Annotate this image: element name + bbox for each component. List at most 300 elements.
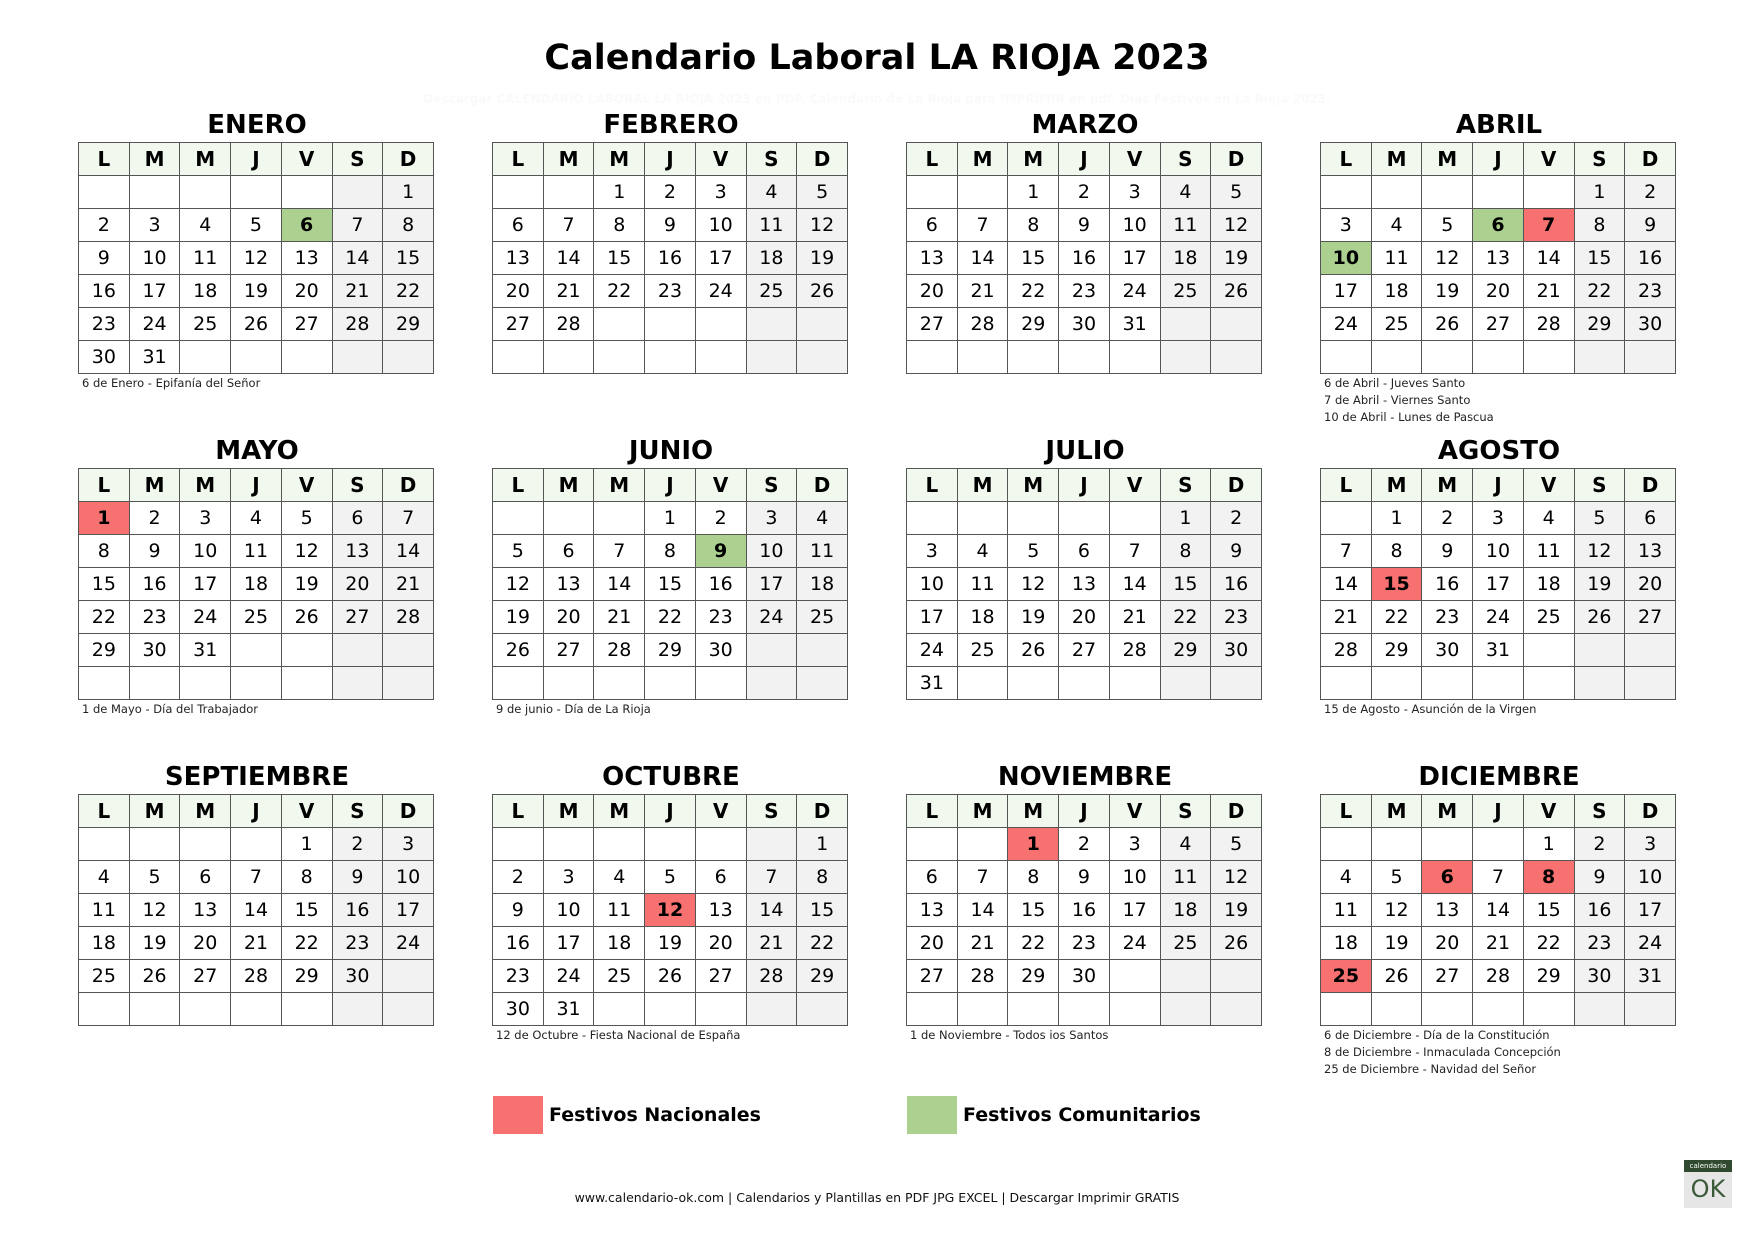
- day-cell: 30: [332, 960, 383, 993]
- week-row: [493, 927, 848, 960]
- weekday-header-row: [493, 795, 848, 828]
- month-junio: [492, 437, 850, 718]
- day-cell: 13: [281, 242, 332, 275]
- calendario-ok-logo[interactable]: [1684, 1160, 1732, 1208]
- day-cell: 16: [129, 568, 180, 601]
- day-cell: 11: [594, 894, 645, 927]
- page-subtitle: Descargar CALENDARIO LABORAL LA RIOJA 2023 en PDF, Calendario de La Rioja para IMPRIMIR en pdf. Días Festivos en La Rioja 2023.: [423, 92, 1331, 106]
- empty-day-cell: [493, 667, 544, 700]
- week-row: [79, 209, 434, 242]
- day-cell: 20: [493, 275, 544, 308]
- day-cell: 7: [1109, 535, 1160, 568]
- holiday-note: 9 de junio - Día de La Rioja: [496, 702, 651, 716]
- day-cell: 23: [1211, 601, 1262, 634]
- day-cell: 4: [180, 209, 231, 242]
- week-row: [493, 993, 848, 1026]
- day-cell: 8: [797, 861, 848, 894]
- weekday-header: L: [907, 143, 958, 176]
- weekday-header-row: [1321, 469, 1676, 502]
- week-row: [79, 828, 434, 861]
- day-cell: 2: [79, 209, 130, 242]
- day-cell: 17: [746, 568, 797, 601]
- month-septiembre: [78, 763, 436, 1027]
- day-cell: 19: [1371, 927, 1422, 960]
- legend-community-label: Festivos Comunitarios: [963, 1104, 1201, 1126]
- day-cell: 4: [79, 861, 130, 894]
- day-cell: 17: [180, 568, 231, 601]
- day-cell: 1: [797, 828, 848, 861]
- day-cell: 16: [1422, 568, 1473, 601]
- empty-day-cell: [1574, 993, 1625, 1026]
- legend-national: [493, 1096, 761, 1134]
- day-cell: 2: [493, 861, 544, 894]
- day-cell: 21: [957, 275, 1008, 308]
- week-row: [907, 828, 1262, 861]
- weekday-header-row: [79, 795, 434, 828]
- national-holiday-cell: 15: [1371, 568, 1422, 601]
- day-cell: 15: [1160, 568, 1211, 601]
- weekday-header: M: [957, 469, 1008, 502]
- weekday-header: M: [594, 143, 645, 176]
- day-cell: 20: [332, 568, 383, 601]
- weekday-header: L: [79, 143, 130, 176]
- day-cell: 14: [231, 894, 282, 927]
- empty-day-cell: [1321, 993, 1372, 1026]
- day-cell: 16: [1059, 242, 1110, 275]
- day-cell: 4: [957, 535, 1008, 568]
- weekday-header: J: [1059, 469, 1110, 502]
- day-cell: 25: [180, 308, 231, 341]
- day-cell: 17: [1109, 894, 1160, 927]
- empty-day-cell: [79, 667, 130, 700]
- week-row: [907, 568, 1262, 601]
- day-cell: 28: [1473, 960, 1524, 993]
- weekday-header: D: [1211, 795, 1262, 828]
- week-row: [493, 502, 848, 535]
- day-cell: 17: [1109, 242, 1160, 275]
- day-cell: 4: [1371, 209, 1422, 242]
- day-cell: 29: [797, 960, 848, 993]
- empty-day-cell: [645, 993, 696, 1026]
- day-cell: 14: [957, 894, 1008, 927]
- weekday-header: V: [1523, 469, 1574, 502]
- day-cell: 11: [180, 242, 231, 275]
- month-noviembre: [906, 763, 1264, 1044]
- day-cell: 22: [281, 927, 332, 960]
- day-cell: 13: [543, 568, 594, 601]
- empty-day-cell: [281, 634, 332, 667]
- day-cell: 3: [1625, 828, 1676, 861]
- week-row: [79, 993, 434, 1026]
- day-cell: 19: [1008, 601, 1059, 634]
- week-row: [493, 242, 848, 275]
- week-row: [907, 176, 1262, 209]
- day-cell: 18: [1371, 275, 1422, 308]
- weekday-header: V: [1109, 795, 1160, 828]
- day-cell: 16: [645, 242, 696, 275]
- week-row: [493, 275, 848, 308]
- day-cell: 18: [594, 927, 645, 960]
- day-cell: 20: [907, 275, 958, 308]
- day-cell: 9: [79, 242, 130, 275]
- day-cell: 3: [1473, 502, 1524, 535]
- empty-day-cell: [493, 502, 544, 535]
- day-cell: 18: [79, 927, 130, 960]
- weekday-header: M: [594, 795, 645, 828]
- day-cell: 13: [1625, 535, 1676, 568]
- day-cell: 19: [645, 927, 696, 960]
- week-row: [79, 568, 434, 601]
- day-cell: 13: [332, 535, 383, 568]
- empty-day-cell: [129, 828, 180, 861]
- day-cell: 28: [383, 601, 434, 634]
- empty-day-cell: [1109, 667, 1160, 700]
- day-cell: 19: [1422, 275, 1473, 308]
- weekday-header: M: [1008, 469, 1059, 502]
- day-cell: 1: [1371, 502, 1422, 535]
- empty-day-cell: [1211, 341, 1262, 374]
- week-row: [493, 568, 848, 601]
- weekday-header: M: [180, 469, 231, 502]
- day-cell: 5: [1211, 828, 1262, 861]
- empty-day-cell: [1473, 828, 1524, 861]
- day-cell: 4: [1160, 176, 1211, 209]
- day-cell: 13: [907, 894, 958, 927]
- holiday-notes: [492, 701, 850, 718]
- empty-day-cell: [332, 634, 383, 667]
- weekday-header: M: [1008, 795, 1059, 828]
- day-cell: 28: [332, 308, 383, 341]
- day-cell: 14: [1523, 242, 1574, 275]
- empty-day-cell: [1160, 308, 1211, 341]
- day-cell: 4: [1321, 861, 1372, 894]
- day-cell: 26: [797, 275, 848, 308]
- holiday-notes: [1320, 375, 1678, 426]
- weekday-header: M: [1371, 143, 1422, 176]
- day-cell: 23: [1625, 275, 1676, 308]
- empty-day-cell: [129, 176, 180, 209]
- empty-day-cell: [645, 308, 696, 341]
- day-cell: 13: [695, 894, 746, 927]
- week-row: [907, 634, 1262, 667]
- empty-day-cell: [1371, 828, 1422, 861]
- empty-day-cell: [957, 993, 1008, 1026]
- national-holiday-cell: 12: [645, 894, 696, 927]
- empty-day-cell: [1574, 634, 1625, 667]
- day-cell: 20: [543, 601, 594, 634]
- day-cell: 15: [645, 568, 696, 601]
- day-cell: 18: [180, 275, 231, 308]
- day-cell: 29: [1160, 634, 1211, 667]
- weekday-header: M: [543, 143, 594, 176]
- day-cell: 7: [1473, 861, 1524, 894]
- day-cell: 19: [493, 601, 544, 634]
- day-cell: 30: [1422, 634, 1473, 667]
- day-cell: 17: [1473, 568, 1524, 601]
- empty-day-cell: [332, 176, 383, 209]
- day-cell: 28: [957, 960, 1008, 993]
- day-cell: 16: [493, 927, 544, 960]
- day-cell: 20: [281, 275, 332, 308]
- day-cell: 23: [129, 601, 180, 634]
- weekday-header-row: [493, 143, 848, 176]
- day-cell: 20: [907, 927, 958, 960]
- week-row: [907, 667, 1262, 700]
- day-cell: 10: [1109, 209, 1160, 242]
- weekday-header: V: [281, 469, 332, 502]
- week-row: [1321, 634, 1676, 667]
- day-cell: 23: [1059, 275, 1110, 308]
- day-cell: 24: [746, 601, 797, 634]
- week-row: [1321, 667, 1676, 700]
- weekday-header: D: [797, 795, 848, 828]
- day-cell: 22: [1160, 601, 1211, 634]
- day-cell: 11: [1371, 242, 1422, 275]
- day-cell: 17: [907, 601, 958, 634]
- week-row: [79, 894, 434, 927]
- day-cell: 11: [957, 568, 1008, 601]
- day-cell: 28: [957, 308, 1008, 341]
- week-row: [907, 535, 1262, 568]
- week-row: [1321, 535, 1676, 568]
- day-cell: 22: [1008, 275, 1059, 308]
- weekday-header: V: [1109, 143, 1160, 176]
- day-cell: 8: [79, 535, 130, 568]
- day-cell: 14: [332, 242, 383, 275]
- weekday-header: L: [79, 469, 130, 502]
- day-cell: 16: [1211, 568, 1262, 601]
- day-cell: 16: [695, 568, 746, 601]
- day-cell: 22: [1574, 275, 1625, 308]
- day-cell: 27: [1059, 634, 1110, 667]
- day-cell: 30: [1059, 960, 1110, 993]
- weekday-header: L: [493, 795, 544, 828]
- day-cell: 9: [1625, 209, 1676, 242]
- day-cell: 23: [1422, 601, 1473, 634]
- week-row: [79, 601, 434, 634]
- week-row: [1321, 927, 1676, 960]
- day-cell: 25: [231, 601, 282, 634]
- day-cell: 20: [695, 927, 746, 960]
- day-cell: 6: [1059, 535, 1110, 568]
- empty-day-cell: [1160, 993, 1211, 1026]
- day-cell: 18: [797, 568, 848, 601]
- empty-day-cell: [746, 308, 797, 341]
- month-name: OCTUBRE: [602, 762, 740, 792]
- day-cell: 10: [543, 894, 594, 927]
- day-cell: 12: [1211, 861, 1262, 894]
- holiday-note: 12 de Octubre - Fiesta Nacional de España: [496, 1028, 741, 1042]
- empty-day-cell: [695, 828, 746, 861]
- weekday-header: V: [1523, 143, 1574, 176]
- footer-text[interactable]: www.calendario-ok.com | Calendarios y Plantillas en PDF JPG EXCEL | Descargar Imprimir GRATIS: [574, 1190, 1180, 1205]
- weekday-header: M: [129, 143, 180, 176]
- day-cell: 18: [231, 568, 282, 601]
- holiday-note: 6 de Abril - Jueves Santo: [1324, 376, 1466, 390]
- day-cell: 31: [180, 634, 231, 667]
- day-cell: 7: [594, 535, 645, 568]
- empty-day-cell: [1109, 993, 1160, 1026]
- weekday-header: V: [695, 143, 746, 176]
- week-row: [1321, 601, 1676, 634]
- empty-day-cell: [907, 341, 958, 374]
- empty-day-cell: [1625, 993, 1676, 1026]
- week-row: [79, 960, 434, 993]
- week-row: [79, 275, 434, 308]
- month-name: JUNIO: [628, 436, 714, 466]
- week-row: [493, 535, 848, 568]
- day-cell: 15: [594, 242, 645, 275]
- logo-main-text: OK: [1690, 1175, 1726, 1203]
- national-holiday-cell: 1: [1008, 828, 1059, 861]
- week-row: [1321, 308, 1676, 341]
- day-cell: 17: [1321, 275, 1372, 308]
- day-cell: 8: [1371, 535, 1422, 568]
- day-cell: 12: [129, 894, 180, 927]
- empty-day-cell: [383, 341, 434, 374]
- day-cell: 28: [746, 960, 797, 993]
- weekday-header: S: [332, 143, 383, 176]
- weekday-header: J: [1059, 795, 1110, 828]
- day-cell: 22: [383, 275, 434, 308]
- month-table: [492, 794, 848, 1026]
- day-cell: 25: [797, 601, 848, 634]
- national-holiday-cell: 1: [79, 502, 130, 535]
- day-cell: 29: [79, 634, 130, 667]
- day-cell: 5: [645, 861, 696, 894]
- day-cell: 15: [1008, 894, 1059, 927]
- day-cell: 12: [493, 568, 544, 601]
- week-row: [1321, 960, 1676, 993]
- day-cell: 4: [1160, 828, 1211, 861]
- empty-day-cell: [1371, 667, 1422, 700]
- weekday-header: S: [1160, 143, 1211, 176]
- empty-day-cell: [1160, 960, 1211, 993]
- empty-day-cell: [746, 341, 797, 374]
- day-cell: 29: [1523, 960, 1574, 993]
- weekday-header: M: [129, 795, 180, 828]
- weekday-header-row: [79, 143, 434, 176]
- weekday-header: S: [1574, 143, 1625, 176]
- day-cell: 18: [957, 601, 1008, 634]
- day-cell: 29: [1574, 308, 1625, 341]
- empty-day-cell: [957, 667, 1008, 700]
- week-row: [907, 341, 1262, 374]
- legend-community: [907, 1096, 1201, 1134]
- day-cell: 28: [543, 308, 594, 341]
- day-cell: 6: [1625, 502, 1676, 535]
- day-cell: 18: [1523, 568, 1574, 601]
- empty-day-cell: [645, 341, 696, 374]
- day-cell: 27: [907, 308, 958, 341]
- day-cell: 2: [129, 502, 180, 535]
- holiday-note: 1 de Noviembre - Todos ios Santos: [910, 1028, 1109, 1042]
- day-cell: 23: [1574, 927, 1625, 960]
- month-table: [906, 468, 1262, 700]
- day-cell: 12: [1371, 894, 1422, 927]
- day-cell: 19: [1211, 242, 1262, 275]
- empty-day-cell: [907, 176, 958, 209]
- empty-day-cell: [1473, 993, 1524, 1026]
- day-cell: 17: [543, 927, 594, 960]
- day-cell: 15: [383, 242, 434, 275]
- day-cell: 26: [281, 601, 332, 634]
- day-cell: 4: [746, 176, 797, 209]
- weekday-header: M: [594, 469, 645, 502]
- day-cell: 15: [79, 568, 130, 601]
- week-row: [493, 828, 848, 861]
- day-cell: 19: [1574, 568, 1625, 601]
- empty-day-cell: [281, 993, 332, 1026]
- empty-day-cell: [1371, 993, 1422, 1026]
- day-cell: 7: [1321, 535, 1372, 568]
- empty-day-cell: [1422, 176, 1473, 209]
- month-enero: [78, 111, 436, 392]
- day-cell: 21: [1109, 601, 1160, 634]
- week-row: [1321, 993, 1676, 1026]
- day-cell: 3: [1321, 209, 1372, 242]
- day-cell: 30: [79, 341, 130, 374]
- weekday-header: V: [695, 469, 746, 502]
- day-cell: 19: [129, 927, 180, 960]
- empty-day-cell: [695, 667, 746, 700]
- weekday-header: D: [1625, 143, 1676, 176]
- day-cell: 1: [1574, 176, 1625, 209]
- week-row: [493, 861, 848, 894]
- day-cell: 16: [1574, 894, 1625, 927]
- day-cell: 28: [1321, 634, 1372, 667]
- day-cell: 2: [1422, 502, 1473, 535]
- week-row: [907, 308, 1262, 341]
- holiday-note: 25 de Diciembre - Navidad del Señor: [1324, 1062, 1537, 1076]
- day-cell: 8: [594, 209, 645, 242]
- weekday-header: J: [1473, 795, 1524, 828]
- day-cell: 13: [907, 242, 958, 275]
- day-cell: 6: [907, 861, 958, 894]
- day-cell: 18: [746, 242, 797, 275]
- day-cell: 3: [129, 209, 180, 242]
- day-cell: 3: [695, 176, 746, 209]
- day-cell: 5: [1371, 861, 1422, 894]
- weekday-header: M: [180, 143, 231, 176]
- holiday-notes: [906, 1027, 1264, 1044]
- week-row: [493, 634, 848, 667]
- day-cell: 11: [1160, 209, 1211, 242]
- day-cell: 25: [957, 634, 1008, 667]
- empty-day-cell: [1473, 667, 1524, 700]
- month-name: ENERO: [207, 110, 307, 140]
- day-cell: 10: [1109, 861, 1160, 894]
- day-cell: 28: [594, 634, 645, 667]
- day-cell: 9: [493, 894, 544, 927]
- day-cell: 5: [1008, 535, 1059, 568]
- day-cell: 18: [1160, 242, 1211, 275]
- empty-day-cell: [1211, 308, 1262, 341]
- empty-day-cell: [907, 502, 958, 535]
- empty-day-cell: [1211, 667, 1262, 700]
- day-cell: 10: [383, 861, 434, 894]
- day-cell: 4: [231, 502, 282, 535]
- day-cell: 20: [180, 927, 231, 960]
- day-cell: 15: [1574, 242, 1625, 275]
- empty-day-cell: [1473, 176, 1524, 209]
- week-row: [1321, 275, 1676, 308]
- day-cell: 13: [1473, 242, 1524, 275]
- week-row: [907, 960, 1262, 993]
- empty-day-cell: [1059, 502, 1110, 535]
- weekday-header: M: [1422, 795, 1473, 828]
- empty-day-cell: [797, 634, 848, 667]
